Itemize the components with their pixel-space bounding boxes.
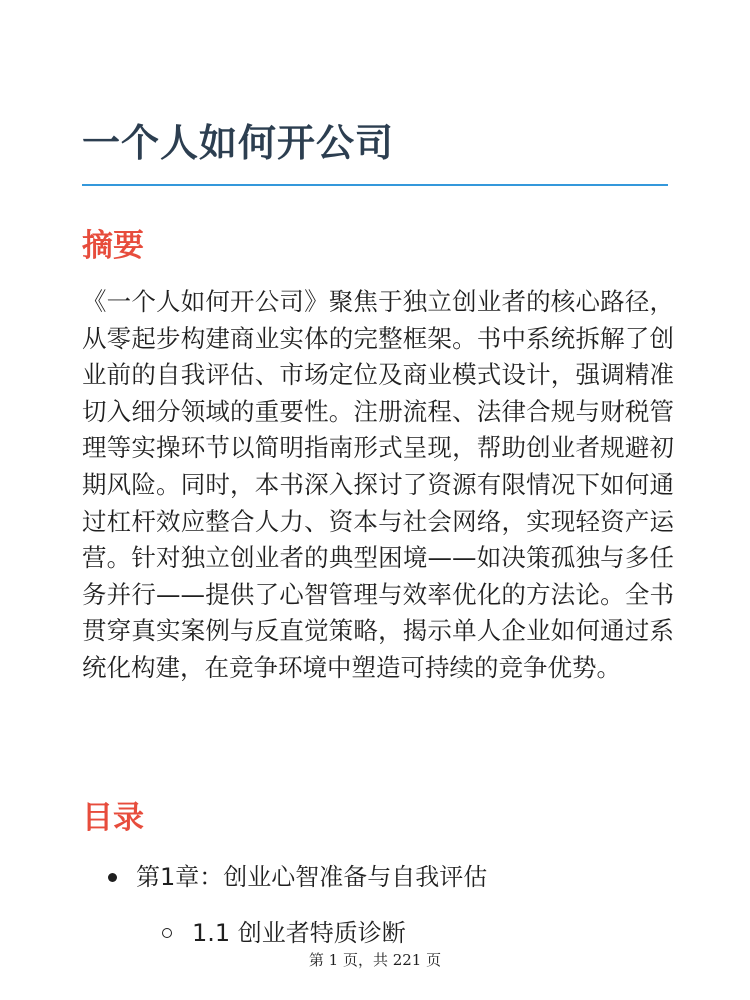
title-divider (82, 184, 668, 186)
toc-chapter-1 (108, 860, 487, 950)
toc-list (108, 860, 487, 950)
document-title: 一个人如何开公司 (82, 121, 395, 165)
abstract-heading: 摘要 (82, 228, 144, 264)
toc-sub-list (136, 916, 487, 950)
bullet-circle-icon (162, 928, 172, 938)
toc-chapter-label: 第1章：创业心智准备与自我评估 (136, 863, 488, 891)
abstract-body: 《一个人如何开公司》聚焦于独立创业者的核心路径，从零起步构建商业实体的完整框架。书中系统拆解了创业前的自我评估、市场定位及商业模式设计，强调精准切入细分领域的重要性。注册流程、法律合规与财税管理等实操环节以简明指南形式呈现，帮助创业者规避初期风险。同时，本书深入探讨了资源有限情况下如何通过杠杆效应整合人力、资本与社会网络，实现轻资产运营。针对独立创业者的典型困境——如决策孤独与多任务并行——提供了心智管理与效率优化的方法论。全书贯穿真实案例与反直觉策略，揭示单人企业如何通过系统化构建，在竞争环境中塑造可持续的竞争优势。 (82, 287, 674, 682)
page-number-footer: 第 1 页，共 221 页 (308, 951, 442, 969)
toc-section-label: 1.1 创业者特质诊断 (192, 919, 406, 947)
toc-heading: 目录 (82, 800, 144, 836)
toc-section-1-1 (162, 916, 487, 950)
bullet-disc-icon (108, 873, 117, 882)
